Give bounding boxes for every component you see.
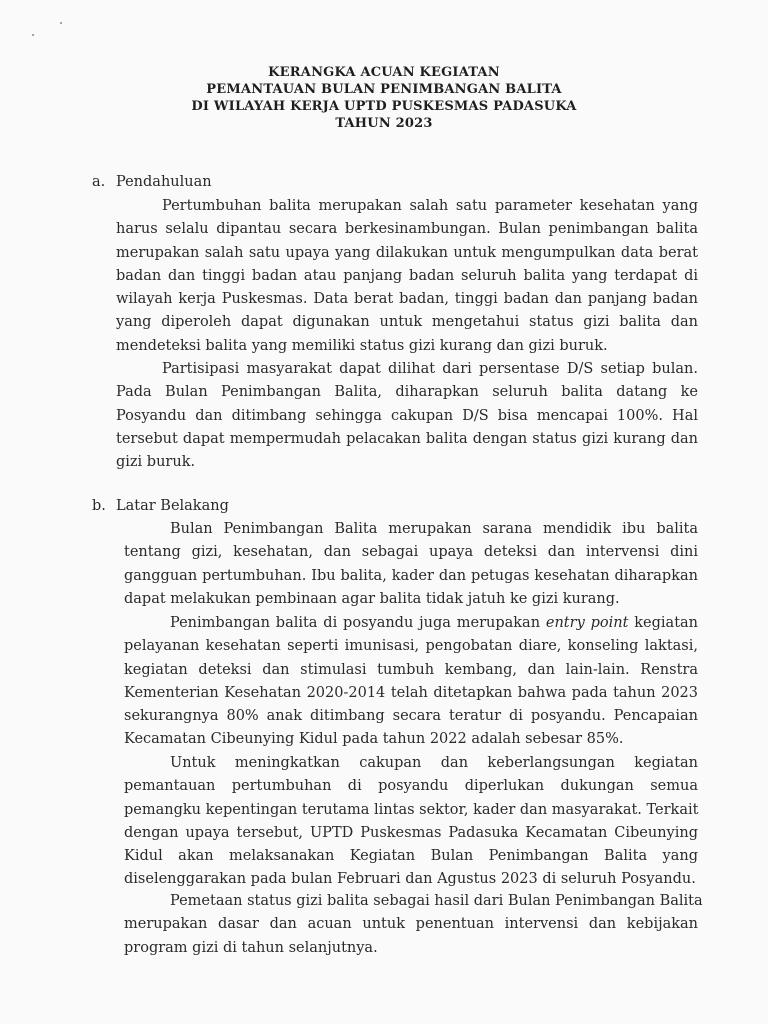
text-line: badan dan tinggi badan atau panjang badan seluruh balita yang terdapat di <box>116 267 698 284</box>
text-line: tentang gizi, kesehatan, dan sebagai upaya deteksi dan intervensi dini <box>124 544 698 561</box>
text-line: yang diperoleh dapat digunakan untuk mengetahui status gizi balita dan <box>116 314 698 331</box>
section-a-title: Pendahuluan <box>116 174 212 190</box>
title-line: PEMANTAUAN BULAN PENIMBANGAN BALITA <box>206 82 562 97</box>
text-line: Pertumbuhan balita merupakan salah satu parameter kesehatan yang <box>162 198 698 214</box>
italic-term: entry point <box>545 615 629 631</box>
title-line: TAHUN 2023 <box>335 116 433 131</box>
text-line: Kidul akan melaksanakan Kegiatan Bulan Penimbangan Balita yang <box>124 848 698 865</box>
section-b-heading <box>92 496 229 516</box>
text-line: kegiatan deteksi dan stimulasi tumbuh kembang, dan lain-lain. Renstra <box>124 661 698 678</box>
text-line <box>124 612 698 635</box>
text-line: sekurangnya 80% anak ditimbang secara teratur di posyandu. Pencapaian <box>124 708 698 725</box>
text-line: Untuk meningkatkan cakupan dan keberlangsungan kegiatan <box>170 755 698 771</box>
text-line: pelayanan kesehatan seperti imunisasi, pengobatan diare, konseling laktasi, <box>124 638 698 655</box>
text-line: pemantauan pertumbuhan di posyandu diperlukan dukungan semua <box>124 778 698 795</box>
text-line: Pada Bulan Penimbangan Balita, diharapkan seluruh balita datang ke <box>116 384 698 401</box>
section-a-paragraph-2 <box>116 358 698 474</box>
text-fragment: Penimbangan balita di posyandu juga merupakan <box>170 615 541 631</box>
section-b-title: Latar Belakang <box>116 498 229 514</box>
section-a-paragraph-1 <box>116 195 698 358</box>
text-line: dapat melakukan pembinaan agar balita tidak jatuh ke gizi kurang. <box>124 590 620 607</box>
section-a-number: a. <box>92 174 106 190</box>
text-line: tersebut dapat mempermudah pelacakan balita dengan status gizi kurang dan <box>116 430 698 447</box>
section-b-paragraph-2 <box>124 612 698 752</box>
section-b-paragraph-4 <box>124 890 703 960</box>
section-b-paragraph-1 <box>124 518 698 611</box>
section-b-paragraph-3 <box>124 752 698 892</box>
title-line: KERANGKA ACUAN KEGIATAN <box>268 65 500 80</box>
text-line: harus selalu dipantau secara berkesinambungan. Bulan penimbangan balita <box>116 221 698 238</box>
text-line: gangguan pertumbuhan. Ibu balita, kader dan petugas kesehatan diharapkan <box>124 567 698 584</box>
text-line: merupakan dasar dan acuan untuk penentuan intervensi dan kebijakan <box>124 916 698 933</box>
text-line: Pemetaan status gizi balita sebagai hasil dari Bulan Penimbangan Balita <box>170 893 703 909</box>
section-a-heading <box>92 172 212 192</box>
text-line: Bulan Penimbangan Balita merupakan sarana mendidik ibu balita <box>170 521 698 537</box>
text-line: Kecamatan Cibeunying Kidul pada tahun 2022 adalah sebesar 85%. <box>124 731 624 748</box>
text-line: dengan upaya tersebut, UPTD Puskesmas Padasuka Kecamatan Cibeunying <box>124 824 698 841</box>
text-line: pemangku kepentingan terutama lintas sektor, kader dan masyarakat. Terkait <box>124 801 699 818</box>
text-line: program gizi di tahun selanjutnya. <box>124 939 378 956</box>
text-line: merupakan salah satu upaya yang dilakukan untuk mengumpulkan data berat <box>116 244 698 261</box>
text-line: wilayah kerja Puskesmas. Data berat badan, tinggi badan dan panjang badan <box>116 291 698 308</box>
title-line: DI WILAYAH KERJA UPTD PUSKESMAS PADASUKA <box>191 99 577 114</box>
text-line: gizi buruk. <box>116 454 196 471</box>
text-line: diselenggarakan pada bulan Februari dan Agustus 2023 di seluruh Posyandu. <box>124 871 696 888</box>
scan-speck <box>32 34 34 36</box>
text-line: mendeteksi balita yang memiliki status gizi kurang dan gizi buruk. <box>116 337 608 354</box>
section-b-number: b. <box>92 498 106 514</box>
document-title <box>0 64 768 132</box>
text-line: Partisipasi masyarakat dapat dilihat dari persentase D/S setiap bulan. <box>162 361 698 377</box>
scan-speck <box>60 22 62 24</box>
text-line: Posyandu dan ditimbang sehingga cakupan D/S bisa mencapai 100%. Hal <box>116 407 698 424</box>
text-line: Kementerian Kesehatan 2020-2014 telah ditetapkan bahwa pada tahun 2023 <box>124 684 698 701</box>
text-fragment: kegiatan <box>634 615 699 631</box>
